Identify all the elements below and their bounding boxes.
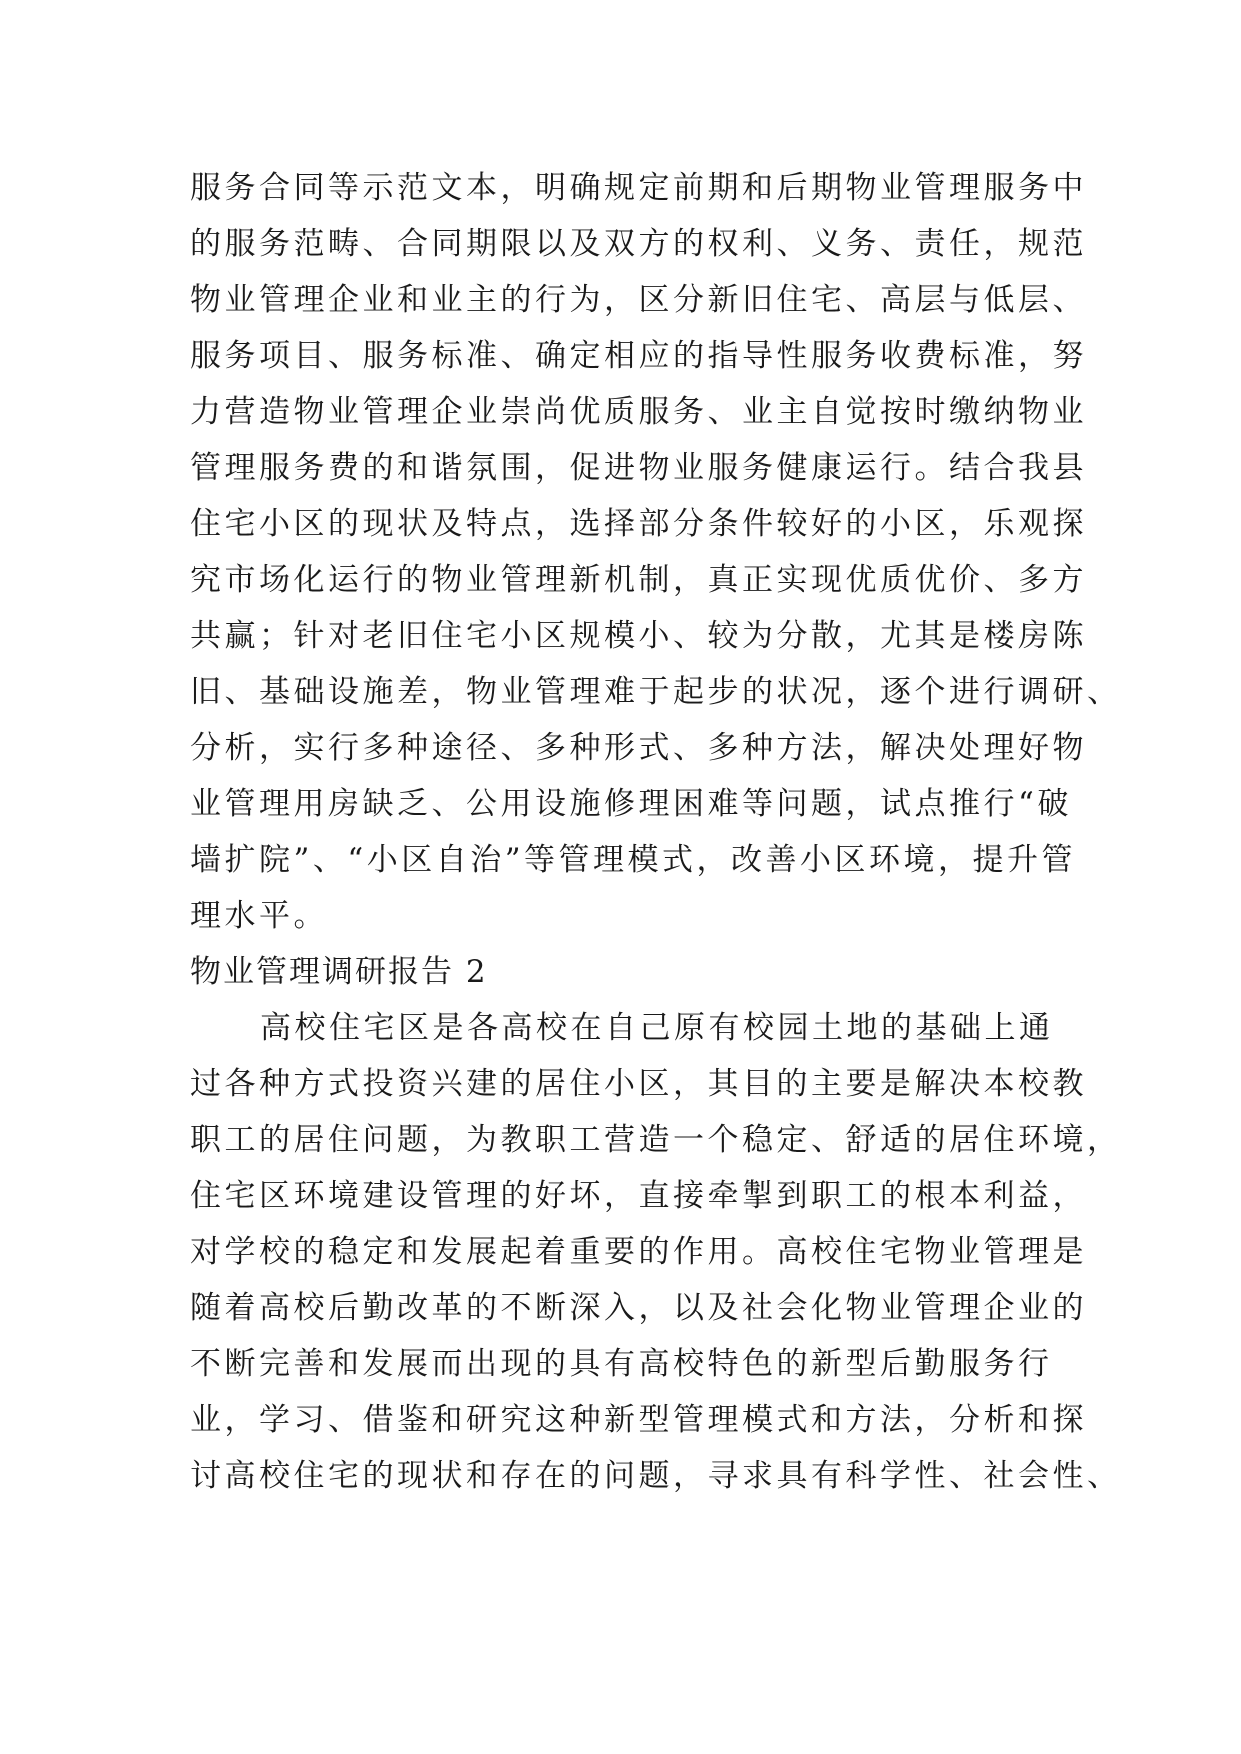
paragraph-line: 墙扩院”、“小区自治”等管理模式，改善小区环境，提升管: [190, 842, 1077, 878]
paragraph-line: 过各种方式投资兴建的居住小区，其目的主要是解决本校教: [190, 1066, 1087, 1102]
paragraph-line: 住宅区环境建设管理的好坏，直接牵掣到职工的根本利益，: [190, 1178, 1087, 1214]
paragraph-line: 旧、基础设施差，物业管理难于起步的状况，逐个进行调研、: [190, 674, 1122, 710]
paragraph-line: 业管理用房缺乏、公用设施修理困难等问题，试点推行“破: [190, 786, 1072, 822]
paragraph-line: 理水平。: [190, 898, 328, 934]
paragraph-line: 物业管理企业和业主的行为，区分新旧住宅、高层与低层、: [190, 282, 1087, 318]
paragraph-line: 服务项目、服务标准、确定相应的指导性服务收费标准，努: [190, 338, 1087, 374]
paragraph-line: 分析，实行多种途径、多种形式、多种方法，解决处理好物: [190, 730, 1087, 766]
paragraph-line: 究市场化运行的物业管理新机制，真正实现优质优价、多方: [190, 562, 1087, 598]
paragraph-line: 高校住宅区是各高校在自己原有校园土地的基础上通: [260, 1010, 1054, 1046]
document-body: [190, 160, 1122, 1504]
paragraph-line: 住宅小区的现状及特点，选择部分条件较好的小区，乐观探: [190, 506, 1087, 542]
paragraph-line: 共赢；针对老旧住宅小区规模小、较为分散，尤其是楼房陈: [190, 618, 1087, 654]
paragraph-line: 不断完善和发展而出现的具有高校特色的新型后勤服务行: [190, 1346, 1053, 1382]
paragraph-line: 随着高校后勤改革的不断深入，以及社会化物业管理企业的: [190, 1290, 1087, 1326]
paragraph-line: 讨高校住宅的现状和存在的问题，寻求具有科学性、社会性、: [190, 1458, 1122, 1494]
section-heading: 物业管理调研报告 2: [190, 954, 488, 990]
paragraph-line: 管理服务费的和谐氛围，促进物业服务健康运行。结合我县: [190, 450, 1087, 486]
paragraph-line: 力营造物业管理企业崇尚优质服务、业主自觉按时缴纳物业: [190, 394, 1087, 430]
paragraph-line: 服务合同等示范文本，明确规定前期和后期物业管理服务中: [190, 170, 1087, 206]
paragraph-line: 的服务范畴、合同期限以及双方的权利、义务、责任，规范: [190, 226, 1087, 262]
paragraph-line: 业，学习、借鉴和研究这种新型管理模式和方法，分析和探: [190, 1402, 1087, 1438]
paragraph-line: 对学校的稳定和发展起着重要的作用。高校住宅物业管理是: [190, 1234, 1087, 1270]
paragraph-line: 职工的居住问题，为教职工营造一个稳定、舒适的居住环境，: [190, 1122, 1122, 1158]
